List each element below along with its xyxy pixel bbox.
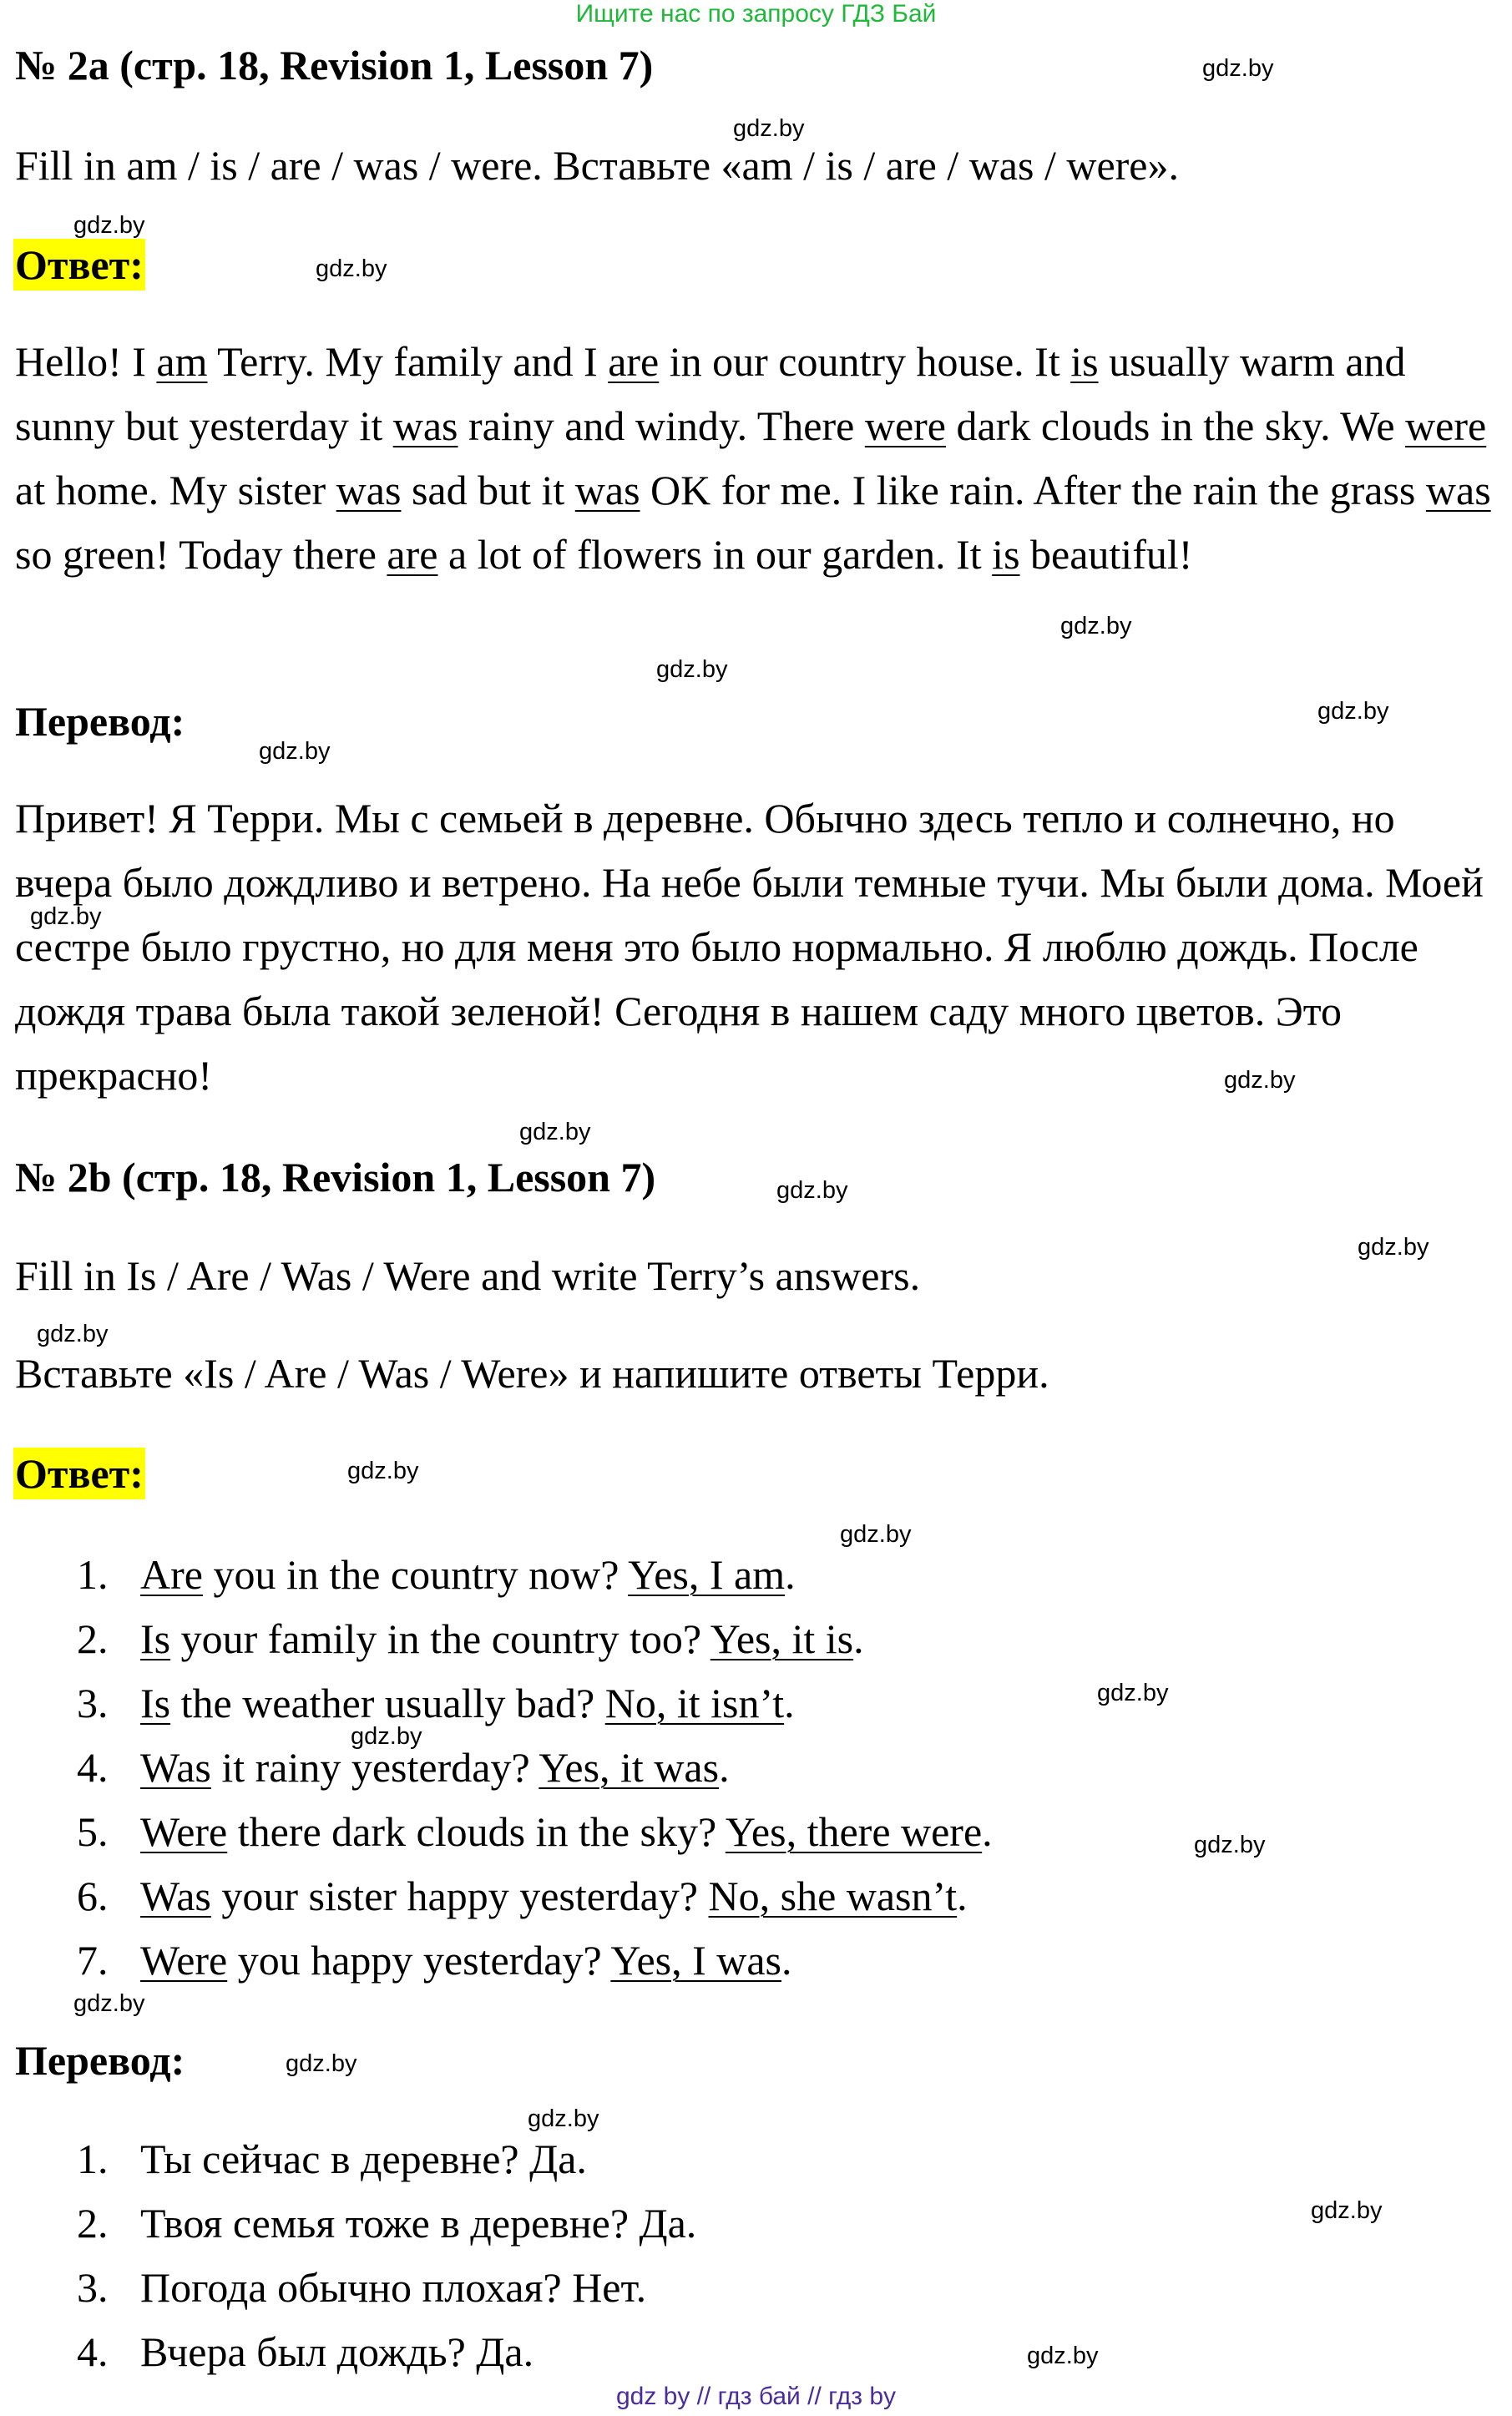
punctuation: . — [853, 1615, 864, 1662]
watermark: gdz.by — [733, 115, 805, 142]
item-number: 3. — [77, 1680, 109, 1726]
watermark: gdz.by — [30, 903, 102, 930]
item-text — [140, 1800, 993, 1864]
terry-answer: No, it isn’t — [604, 1680, 785, 1726]
watermark: gdz.by — [1224, 1067, 1296, 1094]
answer-label-text: Ответ: — [13, 239, 145, 291]
item-number: 7. — [77, 1937, 109, 1984]
item-number: 4. — [77, 1744, 109, 1791]
watermark: gdz.by — [37, 1321, 109, 1347]
question-text: you happy yesterday? — [227, 1937, 611, 1984]
answer-label-text: Ответ: — [13, 1448, 145, 1499]
footer-links[interactable]: gdz by // гдз бай // гдз by — [615, 2383, 897, 2410]
watermark: gdz.by — [286, 2050, 357, 2077]
item-number: 6. — [77, 1873, 109, 1919]
paragraph-text: a lot of flowers in our garden. It — [437, 531, 993, 578]
question-text: it rainy yesterday? — [210, 1744, 539, 1791]
watermark: gdz.by — [1358, 1234, 1429, 1261]
filled-verb: are — [608, 338, 660, 385]
filled-verb: Was — [140, 1873, 211, 1919]
terry-answer: Yes, it was — [539, 1744, 720, 1791]
filled-verb: Is — [140, 1680, 171, 1726]
filled-verb: was — [574, 467, 640, 513]
item-text — [140, 1736, 730, 1800]
paragraph-text: rainy and windy. There — [458, 402, 865, 449]
item-number: 1. — [77, 1551, 109, 1598]
filled-verb: were — [864, 402, 946, 449]
exercise-2b-task-ru: Вставьте «Is / Are / Was / Were» и напишите ответы Терри. — [15, 1350, 1049, 1397]
item-number: 4. — [77, 2328, 109, 2375]
watermark: gdz.by — [519, 1119, 591, 1145]
item-text — [140, 1543, 796, 1607]
exercise-2b-task-en: Fill in Is / Are / Was / Were and write Terry’s answers. — [15, 1252, 921, 1299]
watermark: gdz.by — [316, 255, 387, 282]
paragraph-text: OK for me. I like rain. After the rain the grass — [640, 467, 1426, 513]
item-number: 3. — [77, 2264, 109, 2311]
watermark: gdz.by — [1311, 2197, 1383, 2224]
answer-label-2b — [13, 1448, 145, 1499]
filled-verb: Were — [140, 1808, 228, 1855]
watermark: gdz.by — [656, 656, 728, 683]
translation-label-2a: Перевод: — [15, 698, 185, 745]
terry-answer: Yes, I am — [628, 1551, 786, 1598]
filled-verb: is — [1070, 338, 1099, 385]
paragraph-text: sad but it — [401, 467, 575, 513]
exercise-2a-task: Fill in am / is / are / was / were. Вставьте «am / is / are / was / were». — [15, 142, 1179, 189]
filled-verb: was — [1425, 467, 1491, 513]
paragraph-text: beautiful! — [1019, 531, 1193, 578]
watermark: gdz.by — [1097, 1680, 1169, 1706]
exercise-2a-title: № 2a (стр. 18, Revision 1, Lesson 7) — [15, 42, 654, 88]
paragraph-text: dark clouds in the sky. We — [946, 402, 1406, 449]
exercise-2a-translation: Привет! Я Терри. Мы с семьей в деревне. Обычно здесь тепло и солнечно, но вчера было дождливо и ветрено. На небе были темные тучи. Мы были дома. Моей сестре было грустно, но для меня это было нормально. Я люблю дождь. После дождя трава была такой зеленой! Сегодня в нашем саду много цветов. Это прекрасно! — [15, 795, 1484, 1099]
item-text: Погода обычно плохая? Нет. — [140, 2264, 647, 2311]
item-number: 2. — [77, 2200, 109, 2247]
punctuation: . — [982, 1808, 993, 1855]
filled-verb: Are — [140, 1551, 203, 1598]
filled-verb: am — [156, 338, 208, 385]
watermark: gdz.by — [1027, 2343, 1099, 2369]
item-number: 5. — [77, 1808, 109, 1855]
punctuation: . — [957, 1873, 968, 1919]
question-text: your sister happy yesterday? — [210, 1873, 709, 1919]
filled-verb: are — [387, 531, 438, 578]
paragraph-text: Hello! I — [15, 338, 157, 385]
item-text — [140, 1864, 968, 1928]
watermark: gdz.by — [840, 1521, 912, 1548]
punctuation: . — [719, 1744, 730, 1791]
exercise-2a-answer-paragraph — [15, 330, 1501, 587]
terry-answer: No, she wasn’t — [708, 1873, 958, 1919]
filled-verb: Were — [140, 1937, 228, 1984]
filled-verb: was — [336, 467, 402, 513]
watermark: gdz.by — [351, 1723, 422, 1750]
question-text: there dark clouds in the sky? — [227, 1808, 726, 1855]
item-number: 1. — [77, 2135, 109, 2182]
filled-verb: is — [992, 531, 1020, 578]
item-text — [140, 1928, 792, 1993]
paragraph-text: usually warm and sunny but yesterday it — [15, 338, 1406, 449]
item-text — [140, 1607, 864, 1671]
item-text: Вчера был дождь? Да. — [140, 2328, 534, 2375]
terry-answer: Yes, it is — [710, 1615, 854, 1662]
site-banner[interactable]: Ищите нас по запросу ГДЗ Бай — [575, 0, 937, 28]
filled-verb: were — [1405, 402, 1487, 449]
paragraph-text: so green! Today there — [15, 531, 387, 578]
terry-answer: Yes, I was — [610, 1937, 782, 1984]
watermark: gdz.by — [259, 738, 331, 765]
question-text: you in the country now? — [202, 1551, 629, 1598]
punctuation: . — [781, 1937, 792, 1984]
item-text: Твоя семья тоже в деревне? Да. — [140, 2200, 697, 2247]
exercise-2b-title: № 2b (стр. 18, Revision 1, Lesson 7) — [15, 1154, 656, 1200]
watermark: gdz.by — [1202, 55, 1274, 82]
watermark: gdz.by — [528, 2105, 599, 2132]
punctuation: . — [784, 1680, 795, 1726]
question-text: your family in the country too? — [170, 1615, 710, 1662]
paragraph-text: Terry. My family and I — [207, 338, 609, 385]
watermark: gdz.by — [1317, 698, 1389, 725]
filled-verb: Was — [140, 1744, 211, 1791]
watermark: gdz.by — [1060, 613, 1132, 639]
question-text: the weather usually bad? — [170, 1680, 605, 1726]
watermark: gdz.by — [347, 1458, 419, 1484]
item-number: 2. — [77, 1615, 109, 1662]
item-text — [140, 1671, 795, 1736]
watermark: gdz.by — [73, 1990, 145, 2017]
paragraph-text: at home. My sister — [15, 467, 336, 513]
terry-answer: Yes, there were — [725, 1808, 983, 1855]
watermark: gdz.by — [1194, 1832, 1266, 1858]
punctuation: . — [785, 1551, 796, 1598]
filled-verb: Is — [140, 1615, 171, 1662]
item-text: Ты сейчас в деревне? Да. — [140, 2135, 587, 2182]
watermark: gdz.by — [776, 1177, 848, 1204]
answer-label-2a — [13, 239, 145, 291]
watermark: gdz.by — [73, 212, 145, 239]
paragraph-text: in our country house. It — [659, 338, 1071, 385]
filled-verb: was — [392, 402, 458, 449]
translation-label-2b: Перевод: — [15, 2037, 185, 2084]
